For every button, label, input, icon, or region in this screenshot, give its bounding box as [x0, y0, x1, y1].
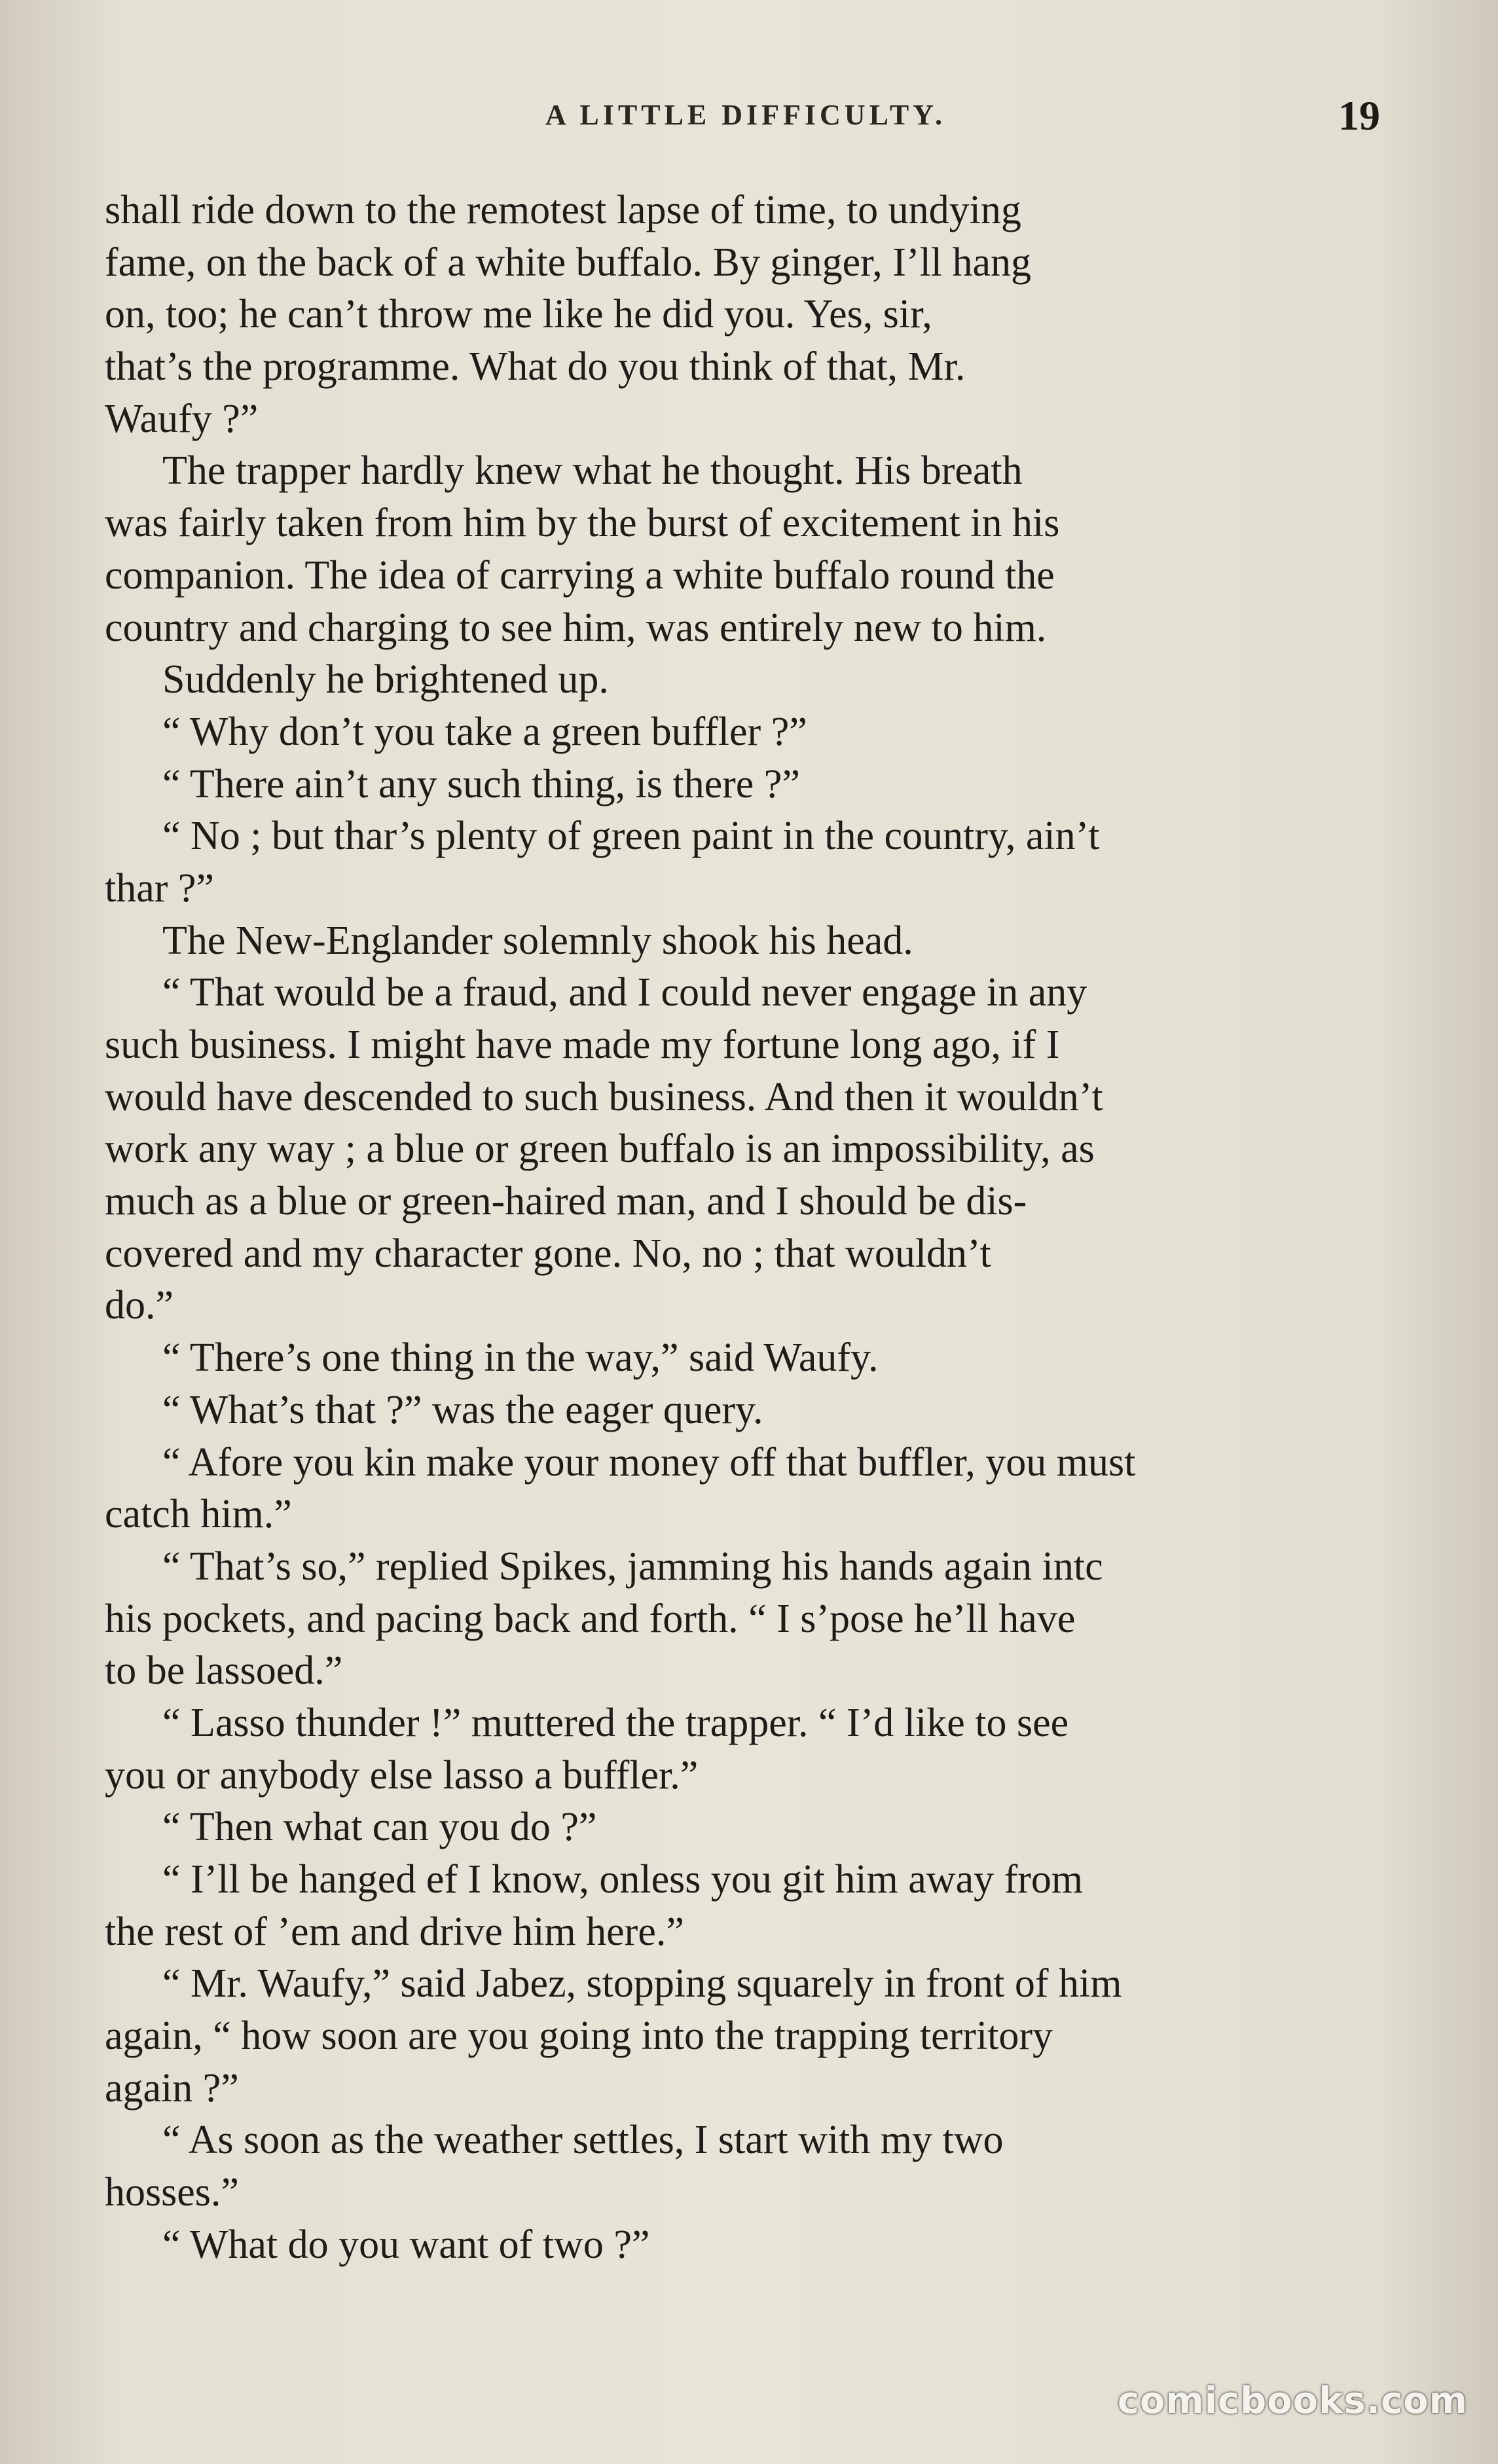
text-line: work any way ; a blue or green buffalo is an impossibility, as: [105, 1127, 1095, 1172]
text-line: shall ride down to the remotest lapse of time, to undying: [105, 188, 1021, 232]
text-line: “ As soon as the weather settles, I start with my two: [162, 2118, 1004, 2163]
page-number: 19: [1338, 92, 1380, 139]
text-line: “ Then what can you do ?”: [162, 1805, 597, 1850]
text-line: was fairly taken from him by the burst of excitement in his: [105, 501, 1060, 546]
text-line: Suddenly he brightened up.: [162, 657, 609, 702]
text-line: hosses.”: [105, 2170, 239, 2215]
text-line: his pockets, and pacing back and forth. “ I s’pose he’ll have: [105, 1596, 1076, 1641]
text-line: again ?”: [105, 2065, 239, 2111]
text-line: much as a blue or green-haired man, and I should be dis-: [105, 1179, 1027, 1224]
text-line: covered and my character gone. No, no ; that wouldn’t: [105, 1231, 991, 1276]
text-line: would have descended to such business. And then it wouldn’t: [105, 1074, 1103, 1119]
text-line: “ That’s so,” replied Spikes, jamming his hands again intc: [162, 1544, 1103, 1589]
text-line: Waufy ?”: [105, 396, 259, 441]
text-line: “ Afore you kin make your money off that buffler, you must: [162, 1440, 1136, 1485]
text-line: The trapper hardly knew what he thought. His breath: [162, 448, 1023, 494]
text-line: to be lassoed.”: [105, 1648, 343, 1694]
text-line: “ Mr. Waufy,” said Jabez, stopping squarely in front of him: [162, 1961, 1122, 2006]
text-line: country and charging to see him, was entirely new to him.: [105, 605, 1047, 650]
page-header: [111, 92, 1380, 144]
text-line: you or anybody else lasso a buffler.”: [105, 1752, 699, 1798]
text-line: “ That would be a fraud, and I could never engage in any: [162, 970, 1087, 1015]
text-line: “ Lasso thunder !” muttered the trapper. “ I’d like to see: [162, 1700, 1069, 1745]
text-line: the rest of ’em and drive him here.”: [105, 1909, 684, 1954]
text-line: “ No ; but thar’s plenty of green paint in the country, ain’t: [162, 814, 1100, 859]
text-line: that’s the programme. What do you think of that, Mr.: [105, 344, 966, 390]
running-head: A LITTLE DIFFICULTY.: [545, 99, 946, 131]
text-line: “ There’s one thing in the way,” said Waufy.: [162, 1335, 879, 1381]
text-line: such business. I might have made my fortune long ago, if I: [105, 1023, 1060, 1067]
text-line: thar ?”: [105, 865, 214, 911]
text-line: “ I’ll be hanged ef I know, onless you git him away from: [162, 1857, 1084, 1902]
text-line: do.”: [105, 1283, 174, 1328]
text-line: fame, on the back of a white buffalo. By ginger, I’ll hang: [105, 240, 1032, 285]
text-line: “ There ain’t any such thing, is there ?”: [162, 761, 800, 806]
text-line: catch him.”: [105, 1492, 292, 1537]
body-text: [105, 185, 1388, 2272]
text-line: “ Why don’t you take a green buffler ?”: [162, 709, 807, 754]
text-line: “ What do you want of two ?”: [162, 2222, 650, 2267]
text-line: “ What’s that ?” was the eager query.: [162, 1387, 763, 1432]
text-line: on, too; he can’t throw me like he did you. Yes, sir,: [105, 292, 932, 337]
text-line: The New-Englander solemnly shook his head.: [162, 918, 913, 963]
text-line: again, “ how soon are you going into the trapping territory: [105, 2014, 1053, 2059]
watermark: comicbooks.com: [1117, 2380, 1468, 2422]
text-line: companion. The idea of carrying a white buffalo round the: [105, 553, 1055, 598]
